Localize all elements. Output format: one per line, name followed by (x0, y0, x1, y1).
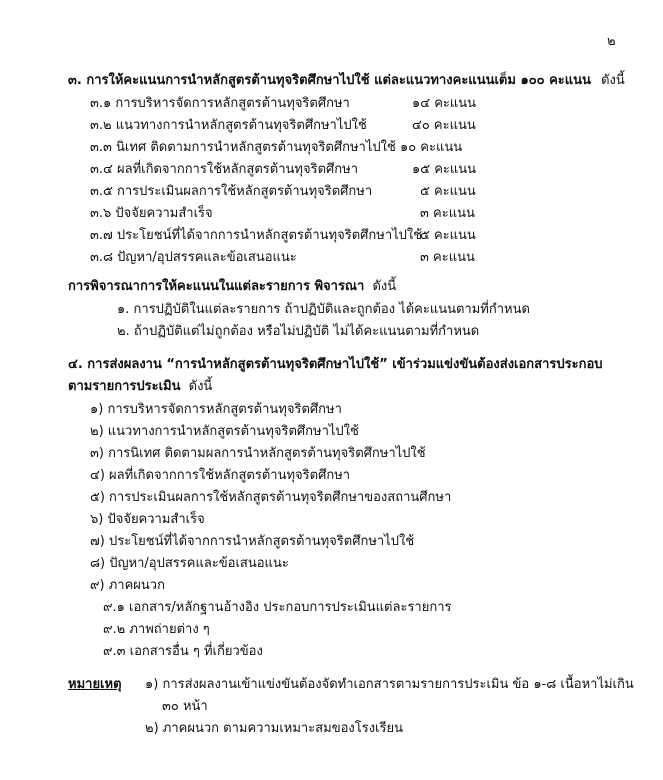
section3-item-score: ๔๐ คะแนน (412, 118, 476, 133)
section4-subitem: ๙.๑ เอกสาร/หลักฐานอ้างอิง ประกอบการประเมินแต่ละรายการ (103, 600, 452, 615)
criteria-item: ๒. ถ้าปฏิบัติแต่ไม่ถูกต้อง หรือไม่ปฏิบัติ ไม่ได้คะแนนตามที่กำหนด (117, 324, 480, 339)
section3-item: ๓.๗ ประโยชน์ที่ได้จากการนำหลักสูตรต้านทุจริตศึกษาไปใช้ (90, 228, 423, 243)
section4-item: ๔) ผลที่เกิดจากการใช้หลักสูตรต้านทุจริตศึกษา (90, 468, 351, 483)
section3-item: ๓.๓ นิเทศ ติดตามการนำหลักสูตรต้านทุจริตศึกษาไปใช้ ๑๐ คะแนน (90, 140, 463, 155)
section3-item: ๓.๕ การประเมินผลการใช้หลักสูตรต้านทุจริตศึกษา (90, 184, 373, 199)
section4-heading-line2-text: ตามรายการประเมิน (68, 379, 181, 394)
section3-item-score: ๑๔ คะแนน (412, 96, 477, 111)
section4-item: ๖) ปัจจัยความสำเร็จ (90, 512, 205, 527)
section4-subitem: ๙.๓ เอกสารอื่น ๆ ที่เกี่ยวข้อง (103, 644, 263, 659)
section3-heading-text: ๓. การให้คะแนนการนำหลักสูตรต้านทุจริตศึกษาไปใช้ แต่ละแนวทางคะแนนเต็ม ๑๐๐ คะแนน (68, 73, 591, 88)
section4-subitem: ๙.๒ ภาพถ่ายต่าง ๆ (103, 622, 210, 637)
section4-item: ๓) การนิเทศ ติดตามผลการนำหลักสูตรต้านทุจริตศึกษาไปใช้ (90, 446, 426, 461)
section3-item-score: ๕ คะแนน (420, 228, 476, 243)
section3-item: ๓.๑ การบริหารจัดการหลักสูตรต้านทุจริตศึกษา (90, 96, 350, 111)
section4-item: ๙) ภาคผนวก (90, 578, 165, 593)
section4-item: ๑) การบริหารจัดการหลักสูตรต้านทุจริตศึกษา (90, 402, 342, 417)
page-number: ๒ (607, 34, 616, 49)
section4-heading-suffix: ดังนี้ (188, 379, 213, 394)
section3-item: ๓.๒ แนวทางการนำหลักสูตรต้านทุจริตศึกษาไปใช้ (90, 118, 367, 133)
section4-item: ๘) ปัญหา/อุปสรรคและข้อเสนอแนะ (90, 556, 289, 571)
remarks-item1-line2: ๓๐ หน้า (162, 699, 208, 714)
section4-heading-line2 (68, 378, 212, 396)
remarks-label: หมายเหตุ (68, 677, 122, 692)
remarks-item1-line1: ๑) การส่งผลงานเข้าแข่งขันต้องจัดทำเอกสารตามรายการประเมิน ข้อ ๑-๘ เนื้อหาไม่เกิน (145, 677, 634, 692)
section4-heading-line1: ๔. การส่งผลงาน “การนำหลักสูตรต้านทุจริตศึกษาไปใช้” เข้าร่วมแข่งขันต้องส่งเอกสารประกอบ (68, 357, 603, 372)
section3-item-score: ๓ คะแนน (420, 250, 475, 265)
criteria-item: ๑. การปฏิบัติในแต่ละรายการ ถ้าปฏิบัติและถูกต้อง ได้คะแนนตามที่กำหนด (117, 302, 530, 317)
section3-heading (68, 72, 625, 90)
section3-item: ๓.๖ ปัจจัยความสำเร็จ (90, 206, 213, 221)
section3-item: ๓.๘ ปัญหา/อุปสรรคและข้อเสนอแนะ (90, 250, 297, 265)
section3-item-score: ๕ คะแนน (420, 184, 476, 199)
section3-heading-suffix: ดังนี้ (601, 73, 625, 88)
section4-item: ๒) แนวทางการนำหลักสูตรต้านทุจริตศึกษาไปใช้ (90, 424, 359, 439)
criteria-heading-suffix: ดังนี้ (372, 279, 397, 294)
criteria-heading-text: การพิจารณาการให้คะแนนในแต่ละรายการ พิจารณา (68, 279, 365, 294)
section3-item-score: ๓ คะแนน (420, 206, 475, 221)
remarks-item2: ๒) ภาคผนวก ตามความเหมาะสมของโรงเรียน (145, 721, 403, 736)
criteria-heading (68, 278, 396, 296)
section3-item-score: ๑๕ คะแนน (412, 162, 477, 177)
section3-item: ๓.๔ ผลที่เกิดจากการใช้หลักสูตรต้านทุจริตศึกษา (90, 162, 359, 177)
section4-item: ๕) การประเมินผลการใช้หลักสูตรต้านทุจริตศึกษาของสถานศึกษา (90, 490, 452, 505)
section4-item: ๗) ประโยชน์ที่ได้จากการนำหลักสูตรต้านทุจริตศึกษาไปใช้ (90, 534, 415, 549)
